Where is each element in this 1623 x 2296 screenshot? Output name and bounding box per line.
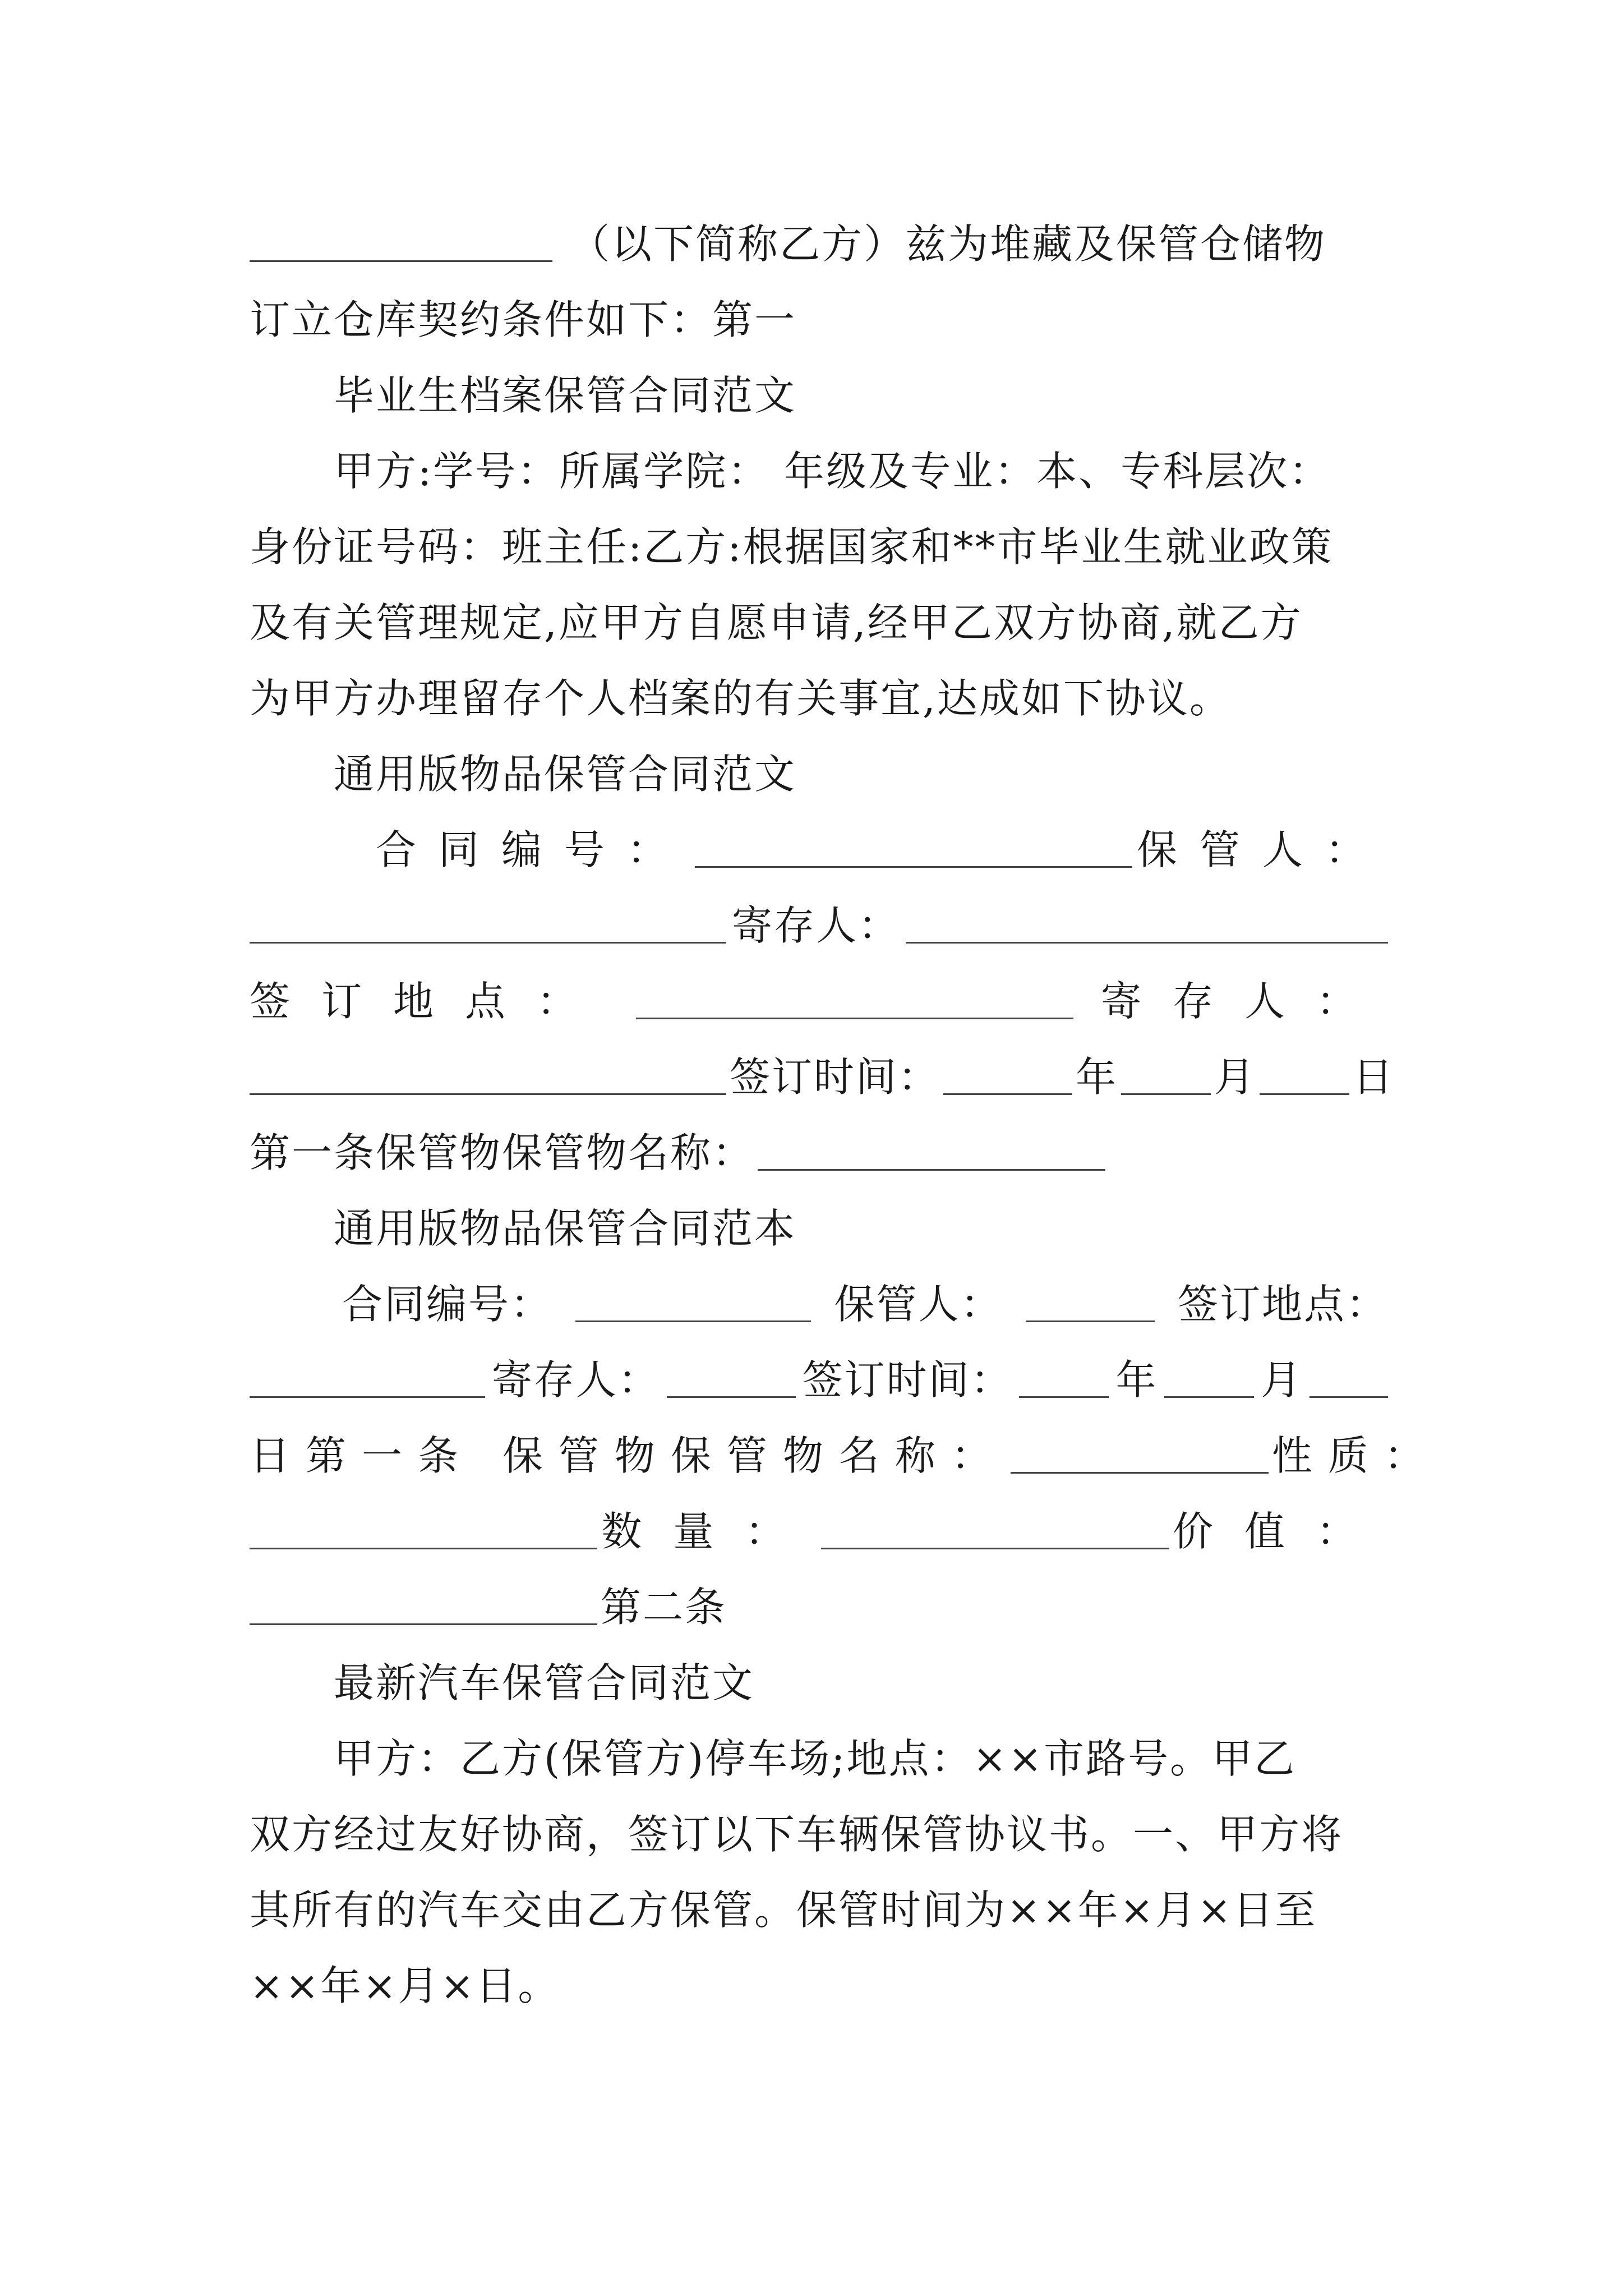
- text-segment: 第一条保管物保管物名称：: [250, 1129, 755, 1176]
- line-17: [250, 1428, 1440, 1484]
- heading-text: 通用版物品保管合同范文: [334, 751, 797, 798]
- text-segment: 保管人：: [834, 1281, 1003, 1328]
- text-segment: 身份证号码：班主任:乙方:根据国家和**市毕业生就业政策: [250, 523, 1334, 570]
- line-19: [250, 1579, 1388, 1635]
- text-segment: 甲方:学号：所属学院： 年级及专业：本、专科层次：: [334, 448, 1331, 495]
- blank-field: [575, 1287, 811, 1322]
- blank-field: [1019, 1363, 1109, 1398]
- line-9: [250, 822, 1388, 878]
- blank-field: [636, 984, 1073, 1019]
- line-10: [250, 898, 1388, 954]
- text-segment: 数量：: [601, 1508, 817, 1555]
- line-16: [250, 1352, 1388, 1408]
- text-segment: （以下简称乙方）兹为堆藏及保管仓储物: [569, 220, 1327, 268]
- line-4: [250, 443, 1388, 499]
- line-15: [250, 1276, 1388, 1332]
- text-segment: 日: [1353, 1053, 1395, 1101]
- blank-field: [1310, 1363, 1388, 1398]
- text-segment: 年: [1076, 1053, 1118, 1101]
- heading-text: 毕业生档案保管合同范文: [334, 372, 797, 419]
- blank-field: [695, 832, 1132, 868]
- line-11: [250, 973, 1388, 1029]
- heading-text: 最新汽车保管合同范文: [334, 1659, 755, 1706]
- blank-field: [943, 1060, 1072, 1095]
- blank-field: [250, 908, 726, 944]
- section-heading-4: [250, 1655, 1388, 1711]
- blank-field: [250, 1363, 485, 1398]
- text-segment: 性质：: [1271, 1432, 1440, 1479]
- text-segment: 签订时间：: [802, 1356, 1013, 1404]
- line-6: [250, 595, 1388, 651]
- heading-text: 通用版物品保管合同范本: [334, 1205, 797, 1252]
- text-segment: 寄存人：: [731, 902, 900, 949]
- line-24: [250, 1958, 1388, 2014]
- text-segment: 合同编号：: [376, 826, 690, 873]
- blank-field: [758, 1135, 1105, 1171]
- text-segment: 日第一条 保管物保管物名称：: [250, 1432, 1007, 1479]
- line-5: [250, 519, 1388, 575]
- blank-field: [1026, 1287, 1155, 1322]
- text-segment: 月: [1214, 1053, 1257, 1101]
- section-heading-1: [250, 367, 1388, 424]
- text-segment: 甲方：乙方(保管方)停车场;地点：××市路号。甲乙: [334, 1735, 1297, 1782]
- section-heading-3: [250, 1200, 1388, 1257]
- text-segment: 价值：: [1172, 1508, 1388, 1555]
- blank-field: [250, 1514, 597, 1549]
- text-segment: 及有关管理规定,应甲方自愿申请,经甲乙双方协商,就乙方: [250, 599, 1303, 646]
- text-segment: 签订时间：: [730, 1053, 940, 1101]
- text-segment: 签订地点：: [1177, 1281, 1388, 1328]
- line-13: [250, 1125, 1388, 1181]
- text-segment: 月: [1261, 1356, 1303, 1404]
- line-23: [250, 1882, 1388, 1938]
- line-22: [250, 1806, 1388, 1862]
- blank-field: [906, 908, 1388, 944]
- blank-field: [1121, 1060, 1211, 1095]
- blank-field: [250, 1590, 597, 1625]
- text-segment: 其所有的汽车交由乙方保管。保管时间为××年×月×日至: [250, 1887, 1317, 1934]
- text-segment: 订立仓库契约条件如下：第一: [250, 296, 797, 343]
- blank-field: [821, 1514, 1169, 1549]
- text-segment: 寄存人：: [1100, 978, 1388, 1025]
- blank-field: [667, 1363, 796, 1398]
- line-7: [250, 670, 1388, 726]
- blank-field: [250, 1060, 726, 1095]
- blank-field: [1011, 1438, 1269, 1474]
- text-segment: 寄存人：: [491, 1356, 660, 1404]
- text-segment: 合同编号：: [342, 1281, 553, 1328]
- line-12: [250, 1049, 1395, 1105]
- text-segment: 签订地点：: [250, 978, 609, 1025]
- text-segment: 为甲方办理留存个人档案的有关事宜,达成如下协议。: [250, 675, 1232, 722]
- text-segment: 年: [1115, 1356, 1158, 1404]
- blank-field: [1260, 1060, 1349, 1095]
- text-segment: 第二条: [601, 1584, 727, 1631]
- text-segment: 保管人：: [1136, 826, 1388, 873]
- text-segment: ××年×月×日。: [250, 1962, 560, 2009]
- line-2: [250, 292, 1388, 348]
- text-segment: 双方经过友好协商，签订以下车辆保管协议书。一、甲方将: [250, 1811, 1344, 1858]
- blank-field: [1164, 1363, 1254, 1398]
- line-21: [250, 1731, 1388, 1787]
- section-heading-2: [250, 746, 1388, 802]
- line-18: [250, 1503, 1388, 1559]
- line-1: [250, 216, 1388, 272]
- blank-field: [250, 227, 552, 262]
